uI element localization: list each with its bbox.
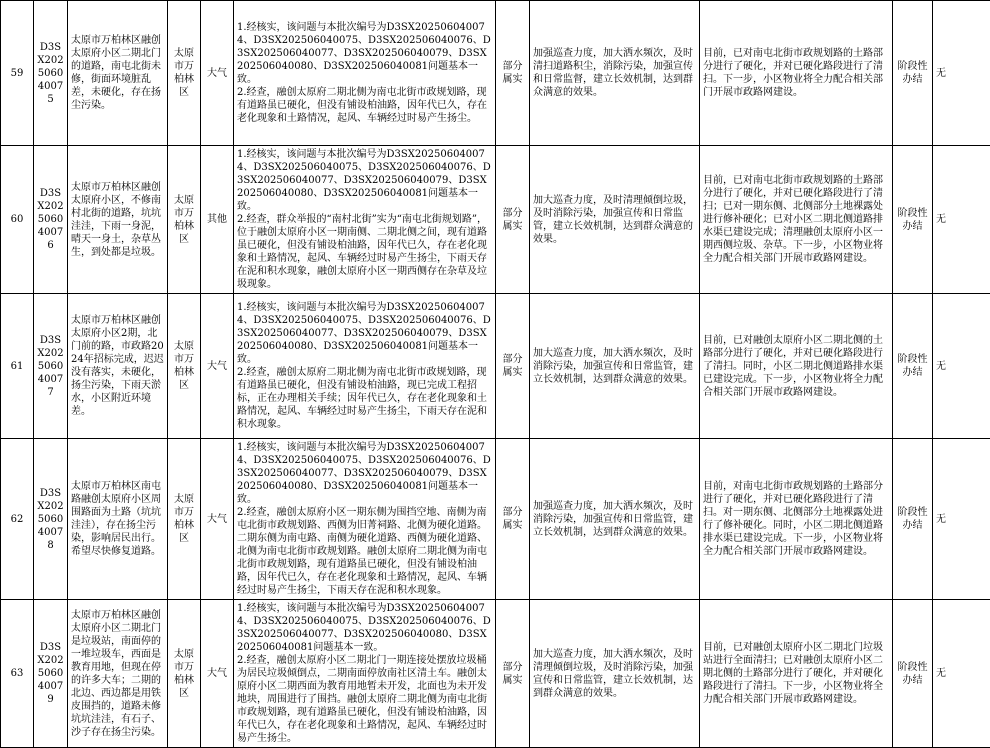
accountability: 无 xyxy=(933,294,990,439)
verification-details: 1.经核实，该问题与本批次编号为D3SX202506040074、D3SX202506040075、D3SX202506040076、D3SX202506040077、D3SX202506040079、D3SX202506040080、D3SX202506040081问题基本一致。 2.经查，融创太原府二期北侧为南屯北街市政规划路，现有道路虽已硬化，但没有铺设柏油路，因年代已久，存在老化现象和土路情况，起风、车辆经过时易产生扬尘。 xyxy=(234,1,496,146)
verification-details: 1.经核实，该问题与本批次编号为D3SX202506040074、D3SX202506040075、D3SX202506040076、D3SX202506040077、D3SX202506040079、D3SX202506040080、D3SX202506040081问题基本一致。 2.经查，群众举报的“南村北街”实为“南屯北街规划路”，位于融创太原府小区一期南侧、二期北侧之间，现有道路虽已硬化，但没有铺设柏油路，因年代已久，存在老化现象和土路情况，起风、车辆经过时易产生扬尘，下雨天存在泥和积水现象，融创太原府小区一期西侧存在杂草及垃圾现象。 xyxy=(234,146,496,294)
table-row xyxy=(1,439,990,600)
row-number: 61 xyxy=(1,294,34,439)
pollution-type: 大气 xyxy=(201,600,234,748)
case-code: D3SX202506040076 xyxy=(34,146,68,294)
case-code: D3SX202506040075 xyxy=(34,1,68,146)
pollution-type: 大气 xyxy=(201,439,234,600)
accountability: 无 xyxy=(933,1,990,146)
verification-conclusion: 部分属实 xyxy=(496,1,530,146)
problem-description: 太原市万柏林区融创太原府小区，不修南村北街的道路，坑坑洼洼，下雨一身泥，晴天一身土，杂草丛生，到处都是垃圾。 xyxy=(68,146,168,294)
problem-description: 太原市万柏林区融创太原府小区二期北门的道路，南屯北街未修，街面环境脏乱差，未硬化，存在扬尘污染。 xyxy=(68,1,168,146)
handling-status: 阶段性办结 xyxy=(893,146,933,294)
handling-status: 阶段性办结 xyxy=(893,294,933,439)
district: 太原市万柏林区 xyxy=(168,1,201,146)
district: 太原市万柏林区 xyxy=(168,146,201,294)
table-row xyxy=(1,146,990,294)
verification-conclusion: 部分属实 xyxy=(496,439,530,600)
case-code: D3SX202506040078 xyxy=(34,439,68,600)
accountability: 无 xyxy=(933,146,990,294)
handling-status: 阶段性办结 xyxy=(893,600,933,748)
rectification-measures: 加强巡查力度，加大洒水频次，及时清扫道路积尘，消除污染，加强宣传和日常监督，建立长效机制，达到群众满意的效果。 xyxy=(530,1,700,146)
handling-status: 阶段性办结 xyxy=(893,439,933,600)
rectification-measures: 加大巡查力度，及时清理倾倒垃圾，及时消除污染，加强宣传和日常监管，建立长效机制，达到群众满意的效果。 xyxy=(530,146,700,294)
rectification-measures: 加强巡查力度，加大洒水频次，及时消除污染，加强宣传和日常监管，建立长效机制，达到群众满意的效果。 xyxy=(530,439,700,600)
verification-details: 1.经核实，该问题与本批次编号为D3SX202506040074、D3SX202506040075、D3SX202506040076、D3SX202506040077、D3SX202506040079、D3SX202506040080、D3SX202506040081问题基本一致。 2.经查，融创太原府小区一期东侧为围挡空地、南侧为南屯北街市政规划路、西侧为旧菁祠路、北侧为硬化道路。二期东侧为南屯路、南侧为硬化道路、西侧为硬化道路、北侧为南屯北街市政规划路。融创太原府二期北侧为南屯北街市政规划路，现有道路虽已硬化，但没有铺设柏油路，因年代已久，存在老化现象和土路情况，起风、车辆经过时易产生扬尘，下雨天存在泥和积水现象。 xyxy=(234,439,496,600)
rectification-progress: 目前，已对融创太原府小区二期北门垃圾站进行全面清扫；已对融创太原府小区二期北侧的土路部分进行了硬化，并对硬化路段进行了清扫。下一步，小区物业将全力配合相关部门开展市政路网建设。 xyxy=(700,600,893,748)
rectification-measures: 加大巡查力度，加大洒水频次，及时消除污染，加强宣传和日常监管，建立长效机制，达到群众满意的效果。 xyxy=(530,294,700,439)
table-body xyxy=(1,1,990,748)
row-number: 59 xyxy=(1,1,34,146)
verification-conclusion: 部分属实 xyxy=(496,146,530,294)
rectification-progress: 目前，已对融创太原府小区二期北侧的土路部分进行了硬化，并对已硬化路段进行了清扫。同时，小区二期北侧道路排水渠已建设完成。下一步，小区物业将全力配合相关部门开展市政路网建设。 xyxy=(700,294,893,439)
case-code: D3SX202506040079 xyxy=(34,600,68,748)
row-number: 62 xyxy=(1,439,34,600)
accountability: 无 xyxy=(933,439,990,600)
case-code: D3SX202506040077 xyxy=(34,294,68,439)
rectification-progress: 目前，对南屯北街市政规划路的土路部分进行了硬化，并对已硬化路段进行了清扫。对一期东侧、北侧部分土地裸露处进行了修补硬化。同时，小区二期北侧道路排水渠已建设完成。下一步，小区物业将全力配合相关部门开展市政路网建设。 xyxy=(700,439,893,600)
problem-description: 太原市万柏林区融创太原府小区二期北门是垃圾站，南面停的一堆垃圾车，西面是教育用地，但现在停的许多大车；二期的北边、西边都是用铁皮围挡的，道路未修坑坑洼洼，有石子、沙子存在扬尘污染。 xyxy=(68,600,168,748)
accountability: 无 xyxy=(933,600,990,748)
district: 太原市万柏林区 xyxy=(168,439,201,600)
rectification-measures: 加大巡查力度，加大洒水频次，及时清理倾倒垃圾，及时消除污染，加强宣传和日常监管，建立长效机制，达到群众满意的效果。 xyxy=(530,600,700,748)
table-row xyxy=(1,294,990,439)
rectification-progress: 目前，已对南屯北街市政规划路的土路部分进行了硬化，并对已硬化路段进行了清扫；已对一期东侧、北侧部分土地裸露处进行修补硬化；已对小区二期北侧道路排水渠已建设完成；清理融创太原府小区一期西侧垃圾、杂草。下一步，小区物业将全力配合相关部门开展市政路网建设。 xyxy=(700,146,893,294)
verification-details: 1.经核实，该问题与本批次编号为D3SX202506040074、D3SX202506040075、D3SX202506040076、D3SX202506040077、D3SX202506040079、D3SX202506040080、D3SX202506040081问题基本一致。 2.经查，融创太原府二期北侧为南屯北街市政规划路，现有道路虽已硬化，但没有铺设柏油路，现已完成工程招标，正在办理相关手续；因年代已久，存在老化现象和土路情况，起风、车辆经过时易产生扬尘，下雨天存在泥和积水现象。 xyxy=(234,294,496,439)
problem-description: 太原市万柏林区融创太原府小区2期，北门前的路，市政路2024年招标完成，迟迟没有落实，未硬化，扬尘污染，下雨天淤水，小区附近环境差。 xyxy=(68,294,168,439)
table-row xyxy=(1,1,990,146)
row-number: 63 xyxy=(1,600,34,748)
pollution-type: 大气 xyxy=(201,294,234,439)
verification-details: 1.经核实，该问题与本批次编号为D3SX202506040074、D3SX202506040075、D3SX202506040076、D3SX202506040077、D3SX202506040080、D3SX202506040081问题基本一致。 2.经查，融创太原府小区二期北门一期连接处摆放垃圾桶为居民垃圾倾倒点，二期南面停放南社区清土车。融创太原府小区二期西面为教育用地暂未开发，北面也为未开发地块，周围进行了围挡。融创太原府二期北侧为南屯北街市政规划路，现有道路虽已硬化，但没有铺设柏油路，因年代已久，存在老化现象和土路情况，起风、车辆经过时易产生扬尘。 xyxy=(234,600,496,748)
verification-conclusion: 部分属实 xyxy=(496,294,530,439)
verification-conclusion: 部分属实 xyxy=(496,600,530,748)
rectification-progress: 目前，已对南屯北街市政规划路的土路部分进行了硬化，并对已硬化路段进行了清扫。下一步，小区物业将全力配合相关部门开展市政路网建设。 xyxy=(700,1,893,146)
problem-description: 太原市万柏林区南屯路融创太原府小区周围路面为土路（坑坑洼洼），存在扬尘污染，影响居民出行。希望尽快修复道路。 xyxy=(68,439,168,600)
handling-status: 阶段性办结 xyxy=(893,1,933,146)
table-row xyxy=(1,600,990,748)
district: 太原市万柏林区 xyxy=(168,600,201,748)
pollution-type: 大气 xyxy=(201,1,234,146)
district: 太原市万柏林区 xyxy=(168,294,201,439)
row-number: 60 xyxy=(1,146,34,294)
pollution-type: 其他 xyxy=(201,146,234,294)
